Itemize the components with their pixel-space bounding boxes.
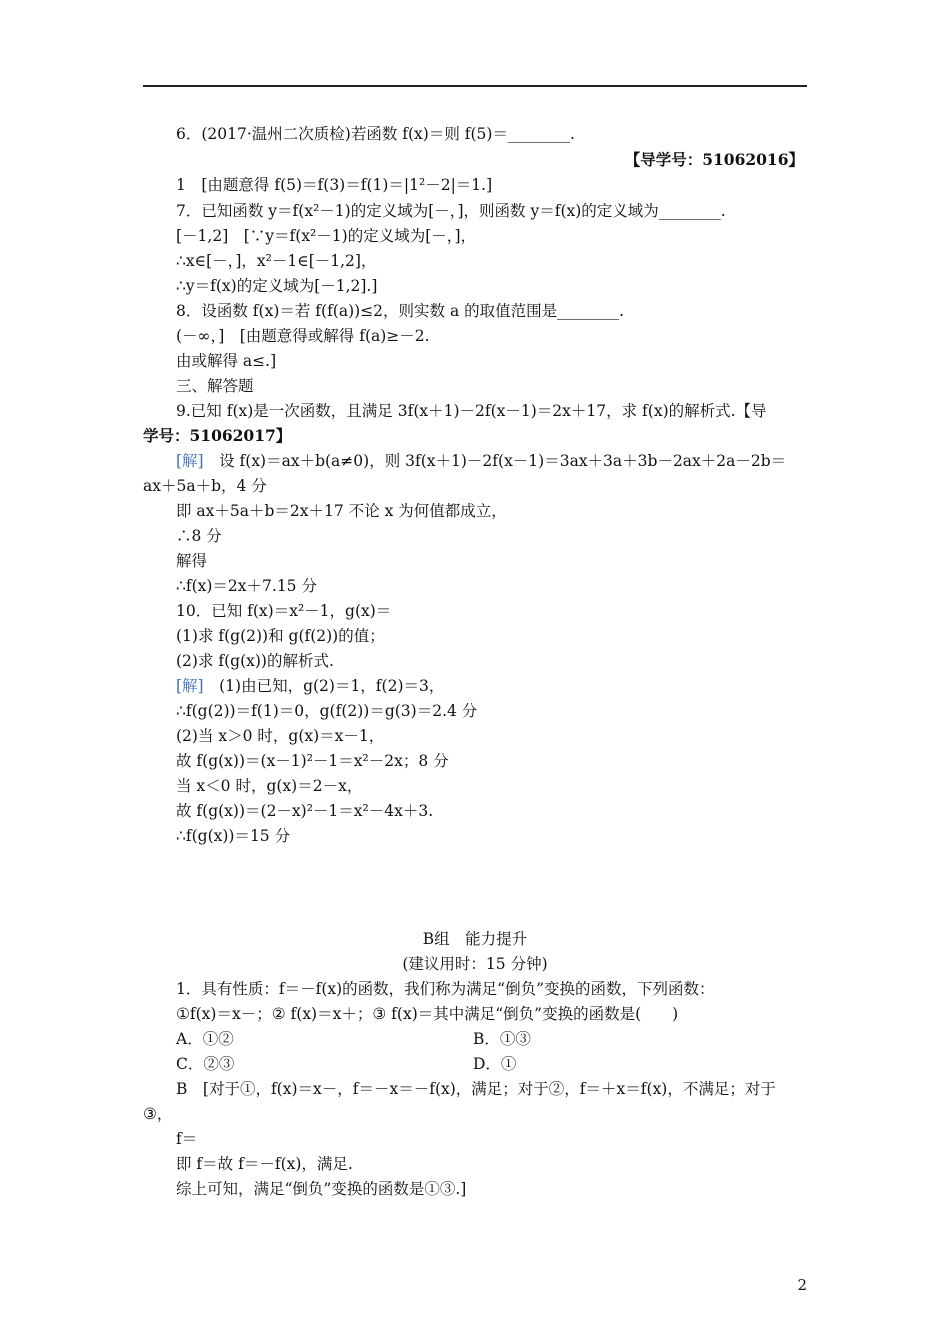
section-heading: 三、解答题 (176, 377, 254, 395)
text-line: 即 ax＋5a＋b＝2x＋17 不论 x 为何值都成立， (176, 502, 507, 520)
text-line: 故 f(g(x))＝(x－1)²－1＝x²－2x；8 分 (176, 752, 449, 770)
solution-tag: [解] (176, 452, 204, 470)
text-line: 1．具有性质：f＝－f(x)的函数，我们称为满足“倒负”变换的函数，下列函数： (176, 980, 715, 998)
choice-c: C．②③ (176, 1055, 235, 1073)
text-line: 故 f(g(x))＝(2－x)²－1＝x²－4x＋3. (176, 802, 434, 820)
text-line: ∴f(g(2))＝f(1)＝0，g(f(2))＝g(3)＝2.4 分 (176, 702, 478, 720)
text-line: f＝ (176, 1130, 198, 1148)
text-line: ∴f(g(x))＝15 分 (176, 827, 291, 845)
text-line: 综上可知，满足“倒负”变换的函数是①③.] (176, 1180, 467, 1198)
text-line: ∴x∈[－，]，x²－1∈[－1,2]， (176, 252, 377, 270)
solution-tag: [解] (176, 677, 204, 695)
text-line: (2)当 x＞0 时，g(x)＝x－1， (176, 727, 385, 745)
text-line: 10．已知 f(x)＝x²－1，g(x)＝ (176, 602, 392, 620)
choice-d: D．① (473, 1055, 517, 1073)
text-line: 6．(2017·温州二次质检)若函数 f(x)＝则 f(5)＝________. (176, 125, 575, 143)
text-line: (1)求 f(g(2))和 g(f(2))的值； (176, 627, 385, 645)
header-rule (143, 85, 807, 87)
choice-b: B．①③ (473, 1030, 531, 1048)
text-line: 1 [由题意得 f(5)＝f(3)＝f(1)＝|1²－2|＝1.] (176, 176, 493, 194)
text-line: ∴f(x)＝2x＋7.15 分 (176, 577, 317, 595)
text-line: (－∞，] [由题意得或解得 f(a)≥－2. (176, 327, 430, 345)
text-line: ax＋5a＋b，4 分 (143, 477, 267, 495)
suggested-time: (建议用时：15 分钟) (402, 955, 548, 973)
text-line: 学号：51062017】 (143, 426, 292, 445)
text-line: 由或解得 a≤.] (176, 352, 277, 370)
text-line: 7．已知函数 y＝f(x²－1)的定义域为[－，]，则函数 y＝f(x)的定义域为________. (176, 202, 726, 220)
page-number: 2 (797, 1276, 807, 1294)
text-line: [－1,2] [∵y＝f(x²－1)的定义域为[－，]， (176, 227, 477, 245)
text-line: 9.已知 f(x)是一次函数，且满足 3f(x＋1)－2f(x－1)＝2x＋17，求 f(x)的解析式.【导 (176, 402, 767, 420)
text-line: [解] (1)由已知，g(2)＝1，f(2)＝3， (176, 677, 445, 695)
text-line: [解] 设 f(x)＝ax＋b(a≠0)，则 3f(x＋1)－2f(x－1)＝3ax＋3a＋3b－2ax＋2a－2b＝ (176, 452, 787, 470)
text-line: ∴y＝f(x)的定义域为[－1,2].] (176, 277, 378, 295)
text-line: (2)求 f(g(x))的解析式. (176, 652, 334, 670)
reference-number: 【导学号：51062016】 (624, 150, 804, 169)
choice-a: A．①② (176, 1030, 234, 1048)
text-line: 8．设函数 f(x)＝若 f(f(a))≤2，则实数 a 的取值范围是________. (176, 302, 625, 320)
text-line: ③， (143, 1105, 173, 1123)
text-line: 当 x＜0 时，g(x)＝2－x， (176, 777, 363, 795)
text-line: 即 f＝故 f＝－f(x)，满足. (176, 1155, 353, 1173)
text-line: ①f(x)＝x－；② f(x)＝x＋；③ f(x)＝其中满足“倒负”变换的函数是( ) (176, 1005, 679, 1023)
text-line: ∴8 分 (176, 527, 222, 545)
text-line: 解得 (176, 552, 208, 570)
text-line: B [对于①，f(x)＝x－，f＝－x＝－f(x)，满足；对于②，f＝＋x＝f(x)，不满足；对于 (176, 1080, 776, 1098)
group-heading: B组 能力提升 (422, 930, 528, 948)
